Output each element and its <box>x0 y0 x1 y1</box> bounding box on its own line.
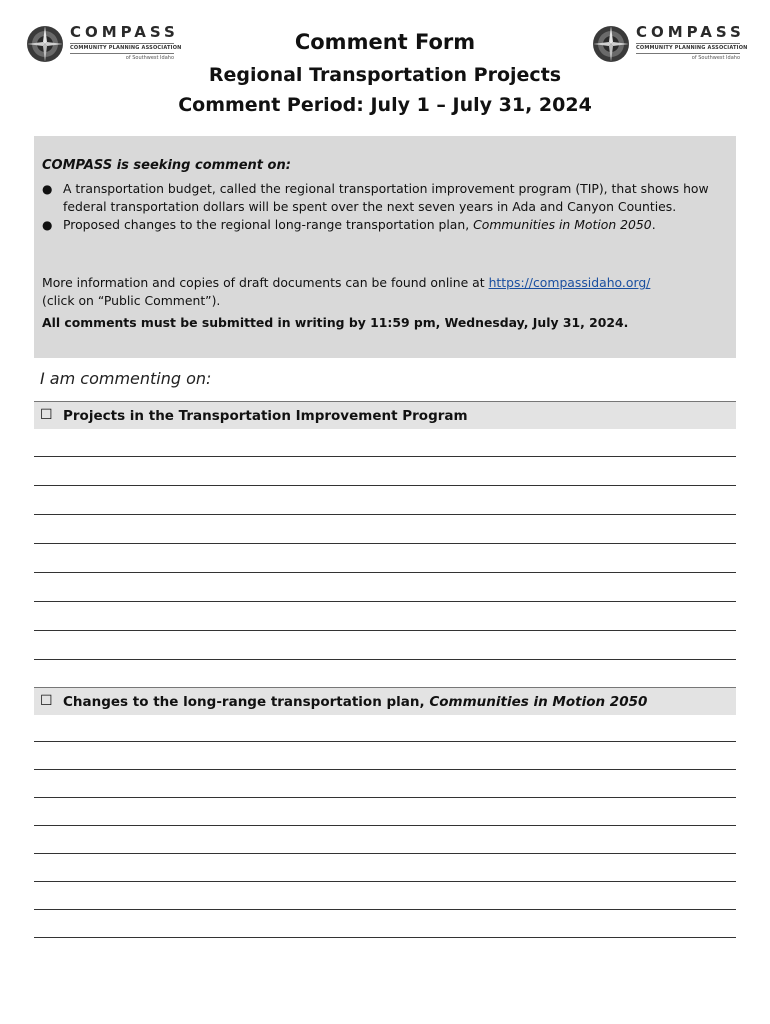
info-bullet-plan-name: Communities in Motion 2050 <box>473 217 652 232</box>
tip-checkbox[interactable]: ☐ <box>40 407 53 423</box>
tip-comment-line[interactable] <box>34 659 736 660</box>
logo-tagline: COMMUNITY PLANNING ASSOCIATION <box>636 45 748 51</box>
logo-tagline: COMMUNITY PLANNING ASSOCIATION <box>70 45 182 51</box>
logo-region: of Southwest Idaho <box>636 53 740 61</box>
info-bullet-list <box>42 180 728 234</box>
tip-comment-line[interactable] <box>34 485 736 486</box>
tip-section-label: Projects in the Transportation Improvement Program <box>63 408 468 424</box>
bullet-icon: ● <box>42 182 53 196</box>
plan-section-label <box>63 694 647 710</box>
plan-comment-line[interactable] <box>34 797 736 798</box>
compass-website-link[interactable]: https://compassidaho.org/ <box>488 275 651 290</box>
comment-period: Comment Period: July 1 – July 31, 2024 <box>178 94 592 116</box>
info-heading: COMPASS is seeking comment on: <box>42 158 291 173</box>
plan-comment-line[interactable] <box>34 825 736 826</box>
bullet-icon: ● <box>42 218 53 232</box>
tip-comment-line[interactable] <box>34 456 736 457</box>
tip-comment-line[interactable] <box>34 601 736 602</box>
form-subtitle: Regional Transportation Projects <box>208 64 562 86</box>
plan-section-label-prefix: Changes to the long-range transportation plan, <box>63 694 430 710</box>
plan-comment-line[interactable] <box>34 937 736 938</box>
logo-region: of Southwest Idaho <box>70 53 174 61</box>
commenting-on-label: I am commenting on: <box>40 369 212 388</box>
section-long-range-plan <box>34 687 736 715</box>
info-bullet-tip <box>42 180 728 216</box>
tip-comment-line[interactable] <box>34 543 736 544</box>
info-bullet-plan-prefix: Proposed changes to the regional long-range transportation plan, <box>63 217 474 232</box>
submission-deadline: All comments must be submitted in writing by 11:59 pm, Wednesday, July 31, 2024. <box>42 315 629 330</box>
section-tip <box>34 401 736 429</box>
more-info-prefix: More information and copies of draft documents can be found online at <box>42 275 489 290</box>
info-box <box>34 136 736 358</box>
tip-comment-line[interactable] <box>34 572 736 573</box>
more-info-text <box>42 274 732 310</box>
more-info-suffix: (click on “Public Comment”). <box>42 293 221 308</box>
info-bullet-plan-suffix: . <box>651 217 656 232</box>
info-bullet-plan <box>42 216 728 234</box>
plan-comment-line[interactable] <box>34 769 736 770</box>
tip-comment-line[interactable] <box>34 630 736 631</box>
plan-section-label-name: Communities in Motion 2050 <box>429 694 648 710</box>
plan-comment-line[interactable] <box>34 741 736 742</box>
plan-comment-line[interactable] <box>34 853 736 854</box>
form-title: Comment Form <box>294 30 476 54</box>
tip-comment-line[interactable] <box>34 514 736 515</box>
info-bullet-tip-text: A transportation budget, called the regional transportation improvement program (TIP), that shows how federal transportation dollars will be spent over the next seven years in Ada and Canyon Counties. <box>63 181 709 214</box>
plan-comment-line[interactable] <box>34 909 736 910</box>
plan-comment-line[interactable] <box>34 881 736 882</box>
logo-wordmark: COMPASS <box>636 23 745 41</box>
plan-checkbox[interactable]: ☐ <box>40 693 53 709</box>
logo-wordmark: COMPASS <box>70 23 179 41</box>
